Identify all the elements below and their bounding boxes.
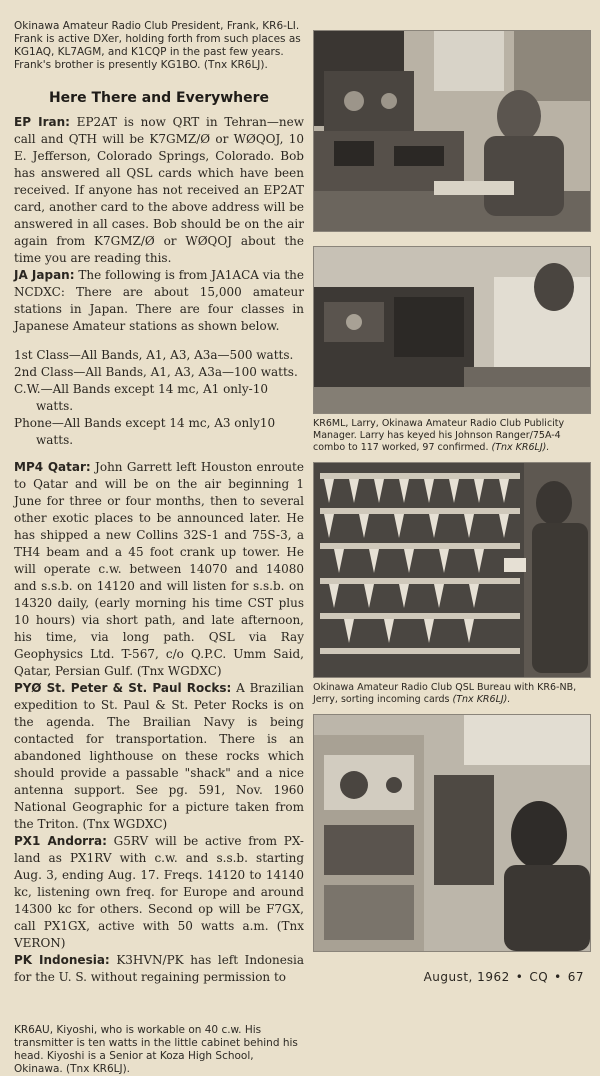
section-title: Here There and Everywhere	[48, 90, 270, 106]
page-footer	[418, 970, 584, 984]
photo-qsl-bureau	[313, 462, 591, 678]
photo-frank-image	[314, 31, 590, 231]
entry-qatar: MP4 Qatar: John Garrett left Houston enroute to Qatar and will be on the air beginning 1 June for three or four months, then to several other exotic places to be announced later. He has shipped a new Collins 32S-1 and 75S-3, a TH4 beam and a 45 foot crank up tower. He will operate c.w. between 14070 and 14080 and s.s.b. on 14120 and will listen for s.s.b. on 14320 daily, (early morning his time CST plus 10 hours) via short path, and late afternoon, his time, via long path. QSL via Ray Geophysics Ltd. T-567, c/o Q.P.C. Umm Said, Qatar, Persian Gulf. (Tnx WGDXC)	[14, 460, 304, 678]
entry-st-peter-paul: PYØ St. Peter & St. Paul Rocks: A Brazilian expedition to St. Paul & St. Peter Rocks is on the agenda. The Brailian Navy is being contacted for transportation. There is an abandoned lighthouse on these rocks which should provide a passable "shack" and a nice antenna support. See pg. 591, Nov. 1960 National Geographic for a picture taken from the Triton. (Tnx WGDXC)	[14, 681, 304, 831]
left-column	[14, 20, 304, 1076]
photo-larry-image	[314, 247, 590, 413]
photo-larry-station	[313, 246, 591, 414]
right-column	[313, 30, 589, 952]
bottom-photo-caption: KR6AU, Kiyoshi, who is workable on 40 c.w. His transmitter is ten watts in the little cabinet behind his head. Kiyoshi is a Senior at Koza High School, Okinawa. (Tnx KR6LJ).	[14, 1024, 298, 1075]
entry-iran: EP Iran: EP2AT is now QRT in Tehran—new call and QTH will be K7GMZ/Ø or WØQOJ, 10 E. Jefferson, Colorado Springs, Colorado. Bob has answered all QSL cards which have been received. If anyone has not received an EP2AT card, another card to the above address will be answered in all cases. Bob should be on the air again from K7GMZ/Ø or WØQOJ about the time you are reading this.	[14, 115, 304, 265]
license-class-item: 2nd Class—All Bands, A1, A3, A3a—100 watts.	[14, 365, 298, 379]
license-class-item: Phone—All Bands except 14 mc, A3 only10 watts.	[14, 416, 276, 447]
license-classes-list	[14, 347, 304, 449]
entry-japan: JA Japan: The following is from JA1ACA via the NCDXC: There are about 15,000 amateur stations in Japan. There are four classes in Japanese Amateur stations as shown below.	[14, 268, 304, 333]
entry-andorra: PX1 Andorra: G5RV will be active from PX-land as PX1RV with c.w. and s.s.b. starting Aug. 3, ending Aug. 17. Freqs. 14120 to 14140 kc, listening own freq. for Europe and around 14300 kc for others. Second op will be F7GX, call PX1GX, active with 50 watts a.m. (Tnx VERON)	[14, 834, 304, 950]
footer-date: August, 1962	[423, 970, 510, 984]
license-class-item: 1st Class—All Bands, A1, A3, A3a—500 watts.	[14, 348, 294, 362]
photo-qsl-image	[314, 463, 590, 677]
top-photo-caption: Okinawa Amateur Radio Club President, Frank, KR6-LI. Frank is active DXer, holding forth from such places as KG1AQ, KL7AGM, and K1CQP in the past few years. Frank's brother is presently KG1BO. (Tnx KR6LJ).	[14, 20, 301, 71]
photo-frank-station	[313, 30, 591, 232]
photo-qsl-caption: Okinawa Amateur Radio Club QSL Bureau with KR6-NB, Jerry, sorting incoming cards (Tnx KR6LJ).	[313, 682, 577, 705]
footer-separator: •	[554, 970, 562, 984]
footer-separator: •	[515, 970, 524, 984]
license-class-item: C.W.—All Bands except 14 mc, A1 only-10 watts.	[14, 382, 268, 413]
footer-magazine: CQ	[529, 970, 549, 984]
photo-kiyoshi-station	[313, 714, 591, 952]
photo-kiyoshi-image	[314, 715, 590, 951]
entry-indonesia: PK Indonesia: K3HVN/PK has left Indonesia for the U. S. without regaining permission to	[14, 953, 305, 984]
footer-page-number: 67	[567, 970, 584, 984]
photo-larry-caption: KR6ML, Larry, Okinawa Amateur Radio Club Publicity Manager. Larry has keyed his Johnson Ranger/75A-4 combo to 117 worked, 97 confirmed. (Tnx KR6LJ).	[313, 418, 565, 453]
